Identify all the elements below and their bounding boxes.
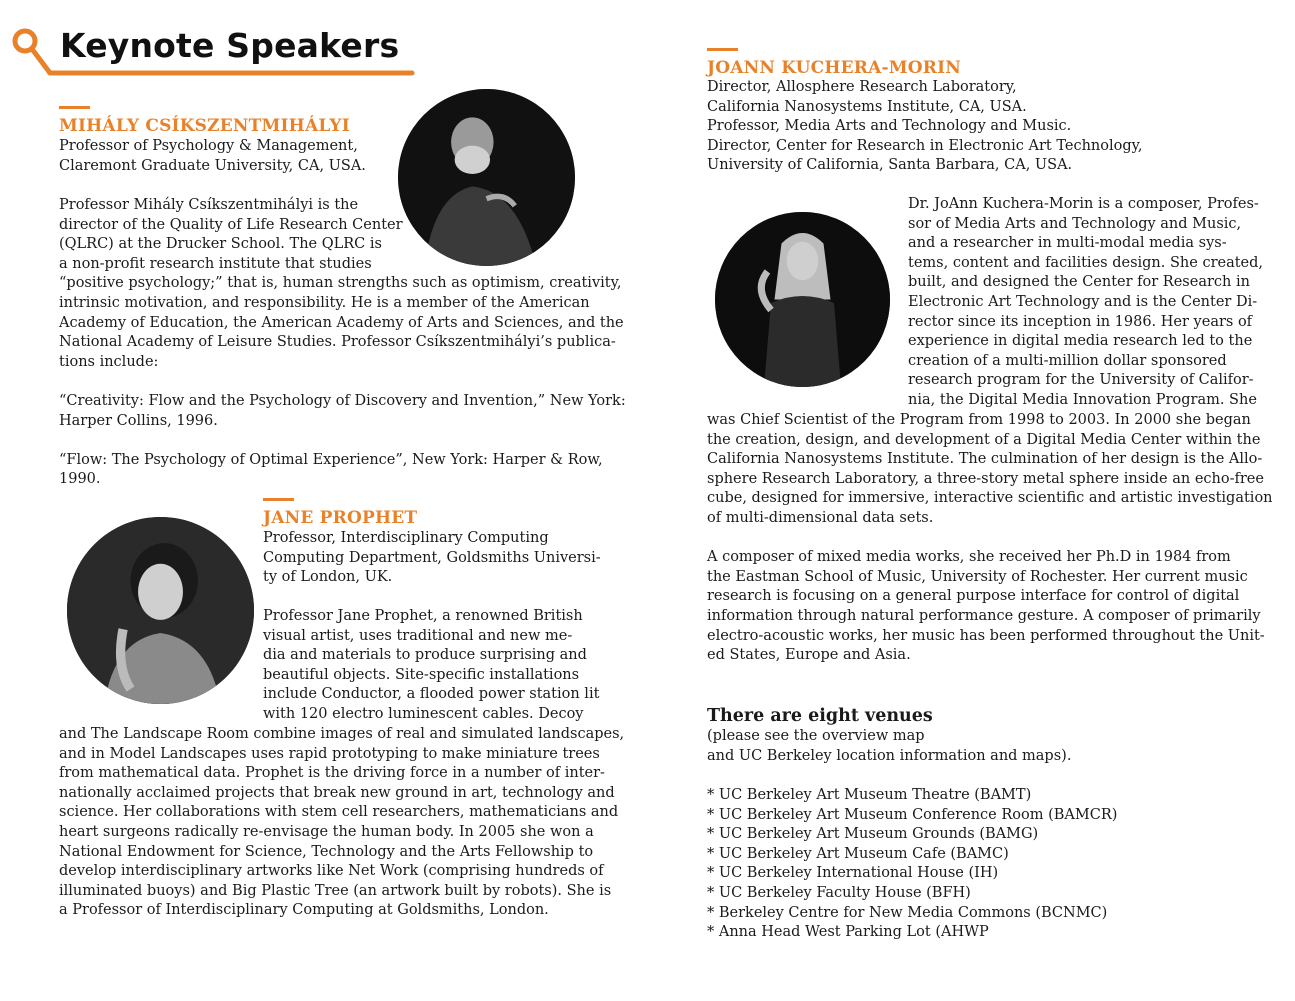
list-item: * Berkeley Centre for New Media Commons (BCNMC) <box>707 904 1108 921</box>
bio-line: “Creativity: Flow and the Psychology of Discovery and Invention,” New York: <box>59 392 626 409</box>
title-line: Computing Department, Goldsmiths Universi- <box>263 549 601 566</box>
bio-line: dia and materials to produce surprising and <box>263 647 587 664</box>
bio-line: sphere Research Laboratory, a three-story metal sphere inside an echo-free <box>707 470 1264 487</box>
bio-line <box>59 431 626 451</box>
bio-line: information through natural performance gesture. A composer of primarily <box>707 607 1261 624</box>
list-item: * UC Berkeley Art Museum Cafe (BAMC) <box>707 845 1009 862</box>
bio-line: include Conductor, a flooded power station lit <box>263 686 600 703</box>
bio-line: intrinsic motivation, and responsibility. He is a member of the American <box>59 294 590 311</box>
title-line: ty of London, UK. <box>263 569 393 586</box>
speaker-photo <box>398 89 575 266</box>
page-title: Keynote Speakers <box>60 26 400 65</box>
bio-line: a Professor of Interdisciplinary Computing at Goldsmiths, London. <box>59 902 549 919</box>
intro-line: and UC Berkeley location information and maps). <box>707 747 1072 764</box>
bio-line: the Eastman School of Music, University of Rochester. Her current music <box>707 568 1248 585</box>
speaker-name: MIHÁLY CSÍKSZENTMIHÁLYI <box>59 116 350 136</box>
bio-line <box>59 372 626 392</box>
bio-line: experience in digital media research led to the <box>908 333 1253 350</box>
bio-line: tions include: <box>59 353 159 370</box>
bio-line: with 120 electro luminescent cables. Decoy <box>263 705 584 722</box>
speaker-bio-continued <box>59 725 624 921</box>
bio-line: the creation, design, and development of a Digital Media Center within the <box>707 431 1261 448</box>
title-line: Director, Allosphere Research Laboratory, <box>707 79 1017 95</box>
title-line: Professor, Media Arts and Technology and Music. <box>707 118 1072 135</box>
list-item: * UC Berkeley Art Museum Conference Room (BAMCR) <box>707 806 1118 823</box>
bio-line: (QLRC) at the Drucker School. The QLRC is <box>59 236 382 253</box>
title-line: Claremont Graduate University, CA, USA. <box>59 157 366 174</box>
speaker-photo <box>715 212 890 387</box>
bio-line: California Nanosystems Institute. The culmination of her design is the Allo- <box>707 451 1263 468</box>
list-item: * UC Berkeley Art Museum Grounds (BAMG) <box>707 826 1039 843</box>
bio-line: A composer of mixed media works, she received her Ph.D in 1984 from <box>707 549 1231 566</box>
bio-line: creation of a multi-million dollar sponsored <box>908 352 1227 369</box>
title-line: Professor, Interdisciplinary Computing <box>263 530 549 546</box>
bio-line: “Flow: The Psychology of Optimal Experience”, New York: Harper & Row, <box>59 451 603 468</box>
bio-line: illuminated buoys) and Big Plastic Tree (an artwork built by robots). She is <box>59 882 612 899</box>
speaker-photo <box>67 517 254 704</box>
bio-line: and a researcher in multi-modal media sys- <box>908 235 1227 252</box>
bio-line: Professor Mihály Csíkszentmihályi is the <box>59 197 359 213</box>
speaker-bio-continued <box>707 411 1273 666</box>
bio-line: National Academy of Leisure Studies. Professor Csíkszentmihályi’s publica- <box>59 334 616 351</box>
bio-line: develop interdisciplinary artworks like Net Work (comprising hundreds of <box>59 863 604 880</box>
bio-line: director of the Quality of Life Research Center <box>59 216 403 233</box>
bio-line: National Endowment for Science, Technology and the Arts Fellowship to <box>59 843 594 860</box>
title-line: Professor of Psychology & Management, <box>59 138 358 154</box>
title-line: University of California, Santa Barbara, CA, USA. <box>707 157 1073 174</box>
list-item: * Anna Head West Parking Lot (AHWP <box>707 924 989 941</box>
bio-line: 1990. <box>59 471 101 488</box>
bio-line: from mathematical data. Prophet is the driving force in a number of inter- <box>59 765 605 782</box>
accent-dash <box>707 48 738 51</box>
bio-line: sor of Media Arts and Technology and Music, <box>908 215 1242 232</box>
bio-line: tems, content and facilities design. She created, <box>908 254 1264 271</box>
bio-line: heart surgeons radically re-envisage the human body. In 2005 she won a <box>59 823 594 840</box>
venues-heading: There are eight venues <box>707 706 933 726</box>
bio-line: built, and designed the Center for Research in <box>908 274 1250 291</box>
list-item: * UC Berkeley Faculty House (BFH) <box>707 884 971 901</box>
bio-line: electro-acoustic works, her music has been performed throughout the Unit- <box>707 627 1265 644</box>
accent-dash <box>59 106 90 109</box>
bio-line: nia, the Digital Media Innovation Program. She <box>908 391 1257 408</box>
bio-line: science. Her collaborations with stem cell researchers, mathematicians and <box>59 804 619 821</box>
bio-line: a non-profit research institute that studies <box>59 255 372 272</box>
bio-line: and in Model Landscapes uses rapid prototyping to make miniature trees <box>59 745 600 762</box>
speaker-title <box>59 137 366 176</box>
bio-line: and The Landscape Room combine images of real and simulated landscapes, <box>59 726 625 742</box>
bio-line: research is focusing on a general purpose interface for control of digital <box>707 588 1240 605</box>
bio-line: rector since its inception in 1986. Her years of <box>908 313 1253 330</box>
title-line: California Nanosystems Institute, CA, USA. <box>707 98 1027 115</box>
list-item: * UC Berkeley Art Museum Theatre (BAMT) <box>707 787 1032 803</box>
speaker-bio <box>908 195 1263 411</box>
bio-line: was Chief Scientist of the Program from 1998 to 2003. In 2000 she began <box>707 412 1251 428</box>
bio-line: Electronic Art Technology and is the Center Di- <box>908 293 1258 310</box>
speaker-title <box>263 529 601 588</box>
bio-line <box>707 529 1273 549</box>
accent-dash <box>263 498 294 501</box>
bio-line: of multi-dimensional data sets. <box>707 509 934 526</box>
bio-line: Dr. JoAnn Kuchera-Morin is a composer, Profes- <box>908 196 1259 212</box>
venues-list <box>707 786 1117 943</box>
intro-line: (please see the overview map <box>707 728 925 744</box>
bio-line: Academy of Education, the American Academy of Arts and Sciences, and the <box>59 314 624 331</box>
bio-line: Harper Collins, 1996. <box>59 412 218 429</box>
title-line: Director, Center for Research in Electronic Art Technology, <box>707 137 1143 154</box>
bio-line: “positive psychology;” that is, human strengths such as optimism, creativity, <box>59 275 622 292</box>
list-item: * UC Berkeley International House (IH) <box>707 865 999 882</box>
bio-line: beautiful objects. Site-specific installations <box>263 666 580 683</box>
bio-line: nationally acclaimed projects that break new ground in art, technology and <box>59 784 615 801</box>
speaker-name: JANE PROPHET <box>263 508 418 528</box>
speaker-title <box>707 78 1143 176</box>
bio-line: Professor Jane Prophet, a renowned British <box>263 608 583 624</box>
speaker-bio <box>263 607 599 725</box>
speaker-name: JOANN KUCHERA-MORIN <box>707 58 962 78</box>
bio-line: visual artist, uses traditional and new me- <box>263 627 573 644</box>
venues-intro <box>707 727 1071 766</box>
bio-line: cube, designed for immersive, interactive scientific and artistic investigation <box>707 490 1273 507</box>
bio-line: research program for the University of Califor- <box>908 372 1254 389</box>
bio-line: ed States, Europe and Asia. <box>707 647 911 664</box>
